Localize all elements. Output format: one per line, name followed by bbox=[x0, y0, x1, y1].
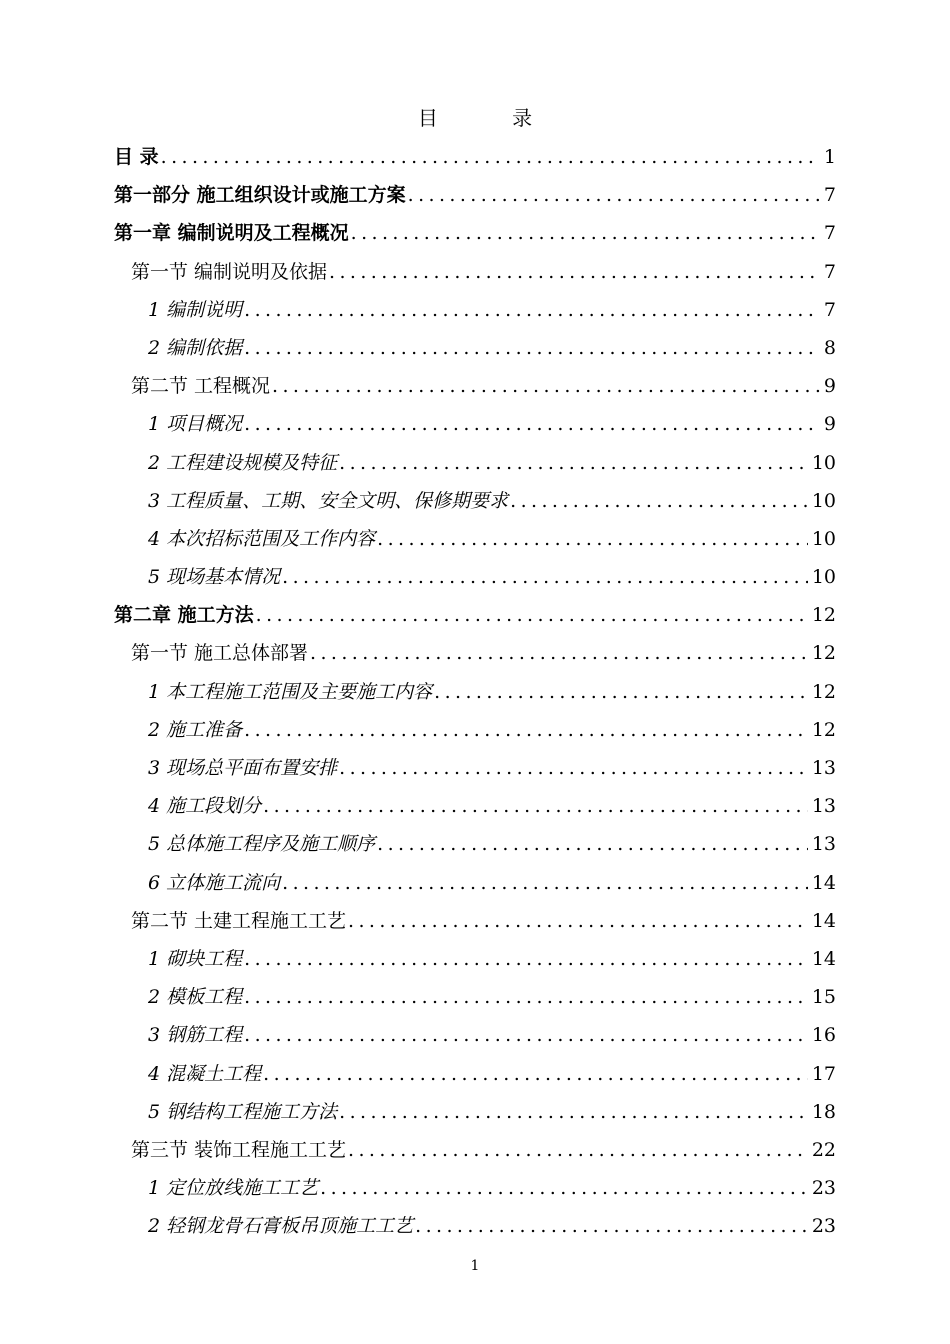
toc-entry-page-number: 9 bbox=[823, 413, 836, 436]
toc-entry[interactable] bbox=[114, 486, 836, 524]
toc-entry-title: 第一节 施工总体部署 bbox=[131, 642, 309, 665]
toc-dot-leader bbox=[159, 142, 820, 172]
toc-entry-title: 1 编制说明 bbox=[148, 298, 243, 321]
toc-entry-page-number: 10 bbox=[811, 451, 836, 474]
toc-entry-page-number: 13 bbox=[811, 757, 836, 779]
toc-list bbox=[114, 142, 836, 1249]
toc-entry-page-number: 12 bbox=[811, 718, 836, 741]
toc-entry-title: 2 施工准备 bbox=[148, 718, 243, 741]
toc-entry-title: 3 现场总平面布置安排 bbox=[148, 757, 338, 779]
toc-entry-page-number: 17 bbox=[811, 1062, 836, 1085]
toc-dot-leader bbox=[327, 257, 820, 287]
toc-entry[interactable] bbox=[114, 333, 836, 371]
toc-dot-leader bbox=[242, 944, 808, 974]
toc-entry[interactable] bbox=[114, 906, 836, 944]
toc-entry-title: 第三节 装饰工程施工工艺 bbox=[131, 1138, 347, 1161]
toc-entry-title: 2 工程建设规模及特征 bbox=[148, 451, 338, 474]
toc-entry-title: 第一章 编制说明及工程概况 bbox=[114, 222, 349, 245]
toc-entry[interactable] bbox=[114, 1097, 836, 1135]
toc-entry-title: 第二节 土建工程施工工艺 bbox=[131, 909, 347, 932]
toc-dot-leader bbox=[242, 409, 820, 439]
toc-dot-leader bbox=[254, 600, 808, 630]
toc-entry-page-number: 10 bbox=[811, 566, 836, 589]
toc-entry-title: 4 混凝土工程 bbox=[148, 1062, 262, 1085]
toc-entry[interactable] bbox=[114, 524, 836, 562]
toc-entry-title: 2 编制依据 bbox=[148, 336, 243, 359]
toc-entry[interactable] bbox=[114, 677, 836, 715]
toc-entry-page-number: 12 bbox=[811, 642, 836, 665]
toc-dot-leader bbox=[337, 753, 808, 783]
toc-entry-page-number: 13 bbox=[811, 795, 836, 818]
toc-entry-title: 第一部分 施工组织设计或施工方案 bbox=[114, 184, 406, 207]
toc-dot-leader bbox=[280, 868, 808, 898]
toc-entry[interactable] bbox=[114, 868, 836, 906]
toc-entry[interactable] bbox=[114, 715, 836, 753]
toc-entry-title: 1 定位放线施工工艺 bbox=[148, 1177, 319, 1200]
toc-entry-page-number: 7 bbox=[823, 184, 836, 207]
toc-entry-page-number: 14 bbox=[811, 947, 836, 970]
toc-entry-page-number: 1 bbox=[823, 146, 836, 168]
toc-entry-page-number: 22 bbox=[811, 1138, 836, 1161]
toc-entry-title: 2 轻钢龙骨石膏板吊顶施工工艺 bbox=[148, 1215, 414, 1238]
toc-dot-leader bbox=[242, 1020, 808, 1050]
toc-entry-page-number: 7 bbox=[823, 298, 836, 321]
toc-dot-leader bbox=[242, 715, 808, 745]
toc-entry[interactable] bbox=[114, 944, 836, 982]
toc-entry-title: 5 钢结构工程施工方法 bbox=[148, 1100, 338, 1123]
toc-entry-page-number: 14 bbox=[811, 871, 836, 894]
toc-entry-title: 第二章 施工方法 bbox=[114, 604, 254, 627]
toc-entry[interactable] bbox=[114, 448, 836, 486]
toc-entry-title: 5 现场基本情况 bbox=[148, 566, 281, 589]
toc-entry[interactable] bbox=[114, 829, 836, 867]
toc-entry-page-number: 23 bbox=[811, 1215, 836, 1238]
toc-entry-page-number: 10 bbox=[811, 489, 836, 512]
toc-entry-title: 第一节 编制说明及依据 bbox=[131, 260, 328, 283]
toc-entry[interactable] bbox=[114, 142, 836, 180]
toc-entry-title: 2 模板工程 bbox=[148, 986, 243, 1009]
toc-entry-page-number: 23 bbox=[811, 1177, 836, 1200]
toc-entry-title: 目 录 bbox=[114, 146, 159, 168]
toc-dot-leader bbox=[432, 677, 808, 707]
toc-dot-leader bbox=[406, 180, 820, 210]
toc-entry-page-number: 14 bbox=[811, 909, 836, 932]
toc-entry[interactable] bbox=[114, 371, 836, 409]
toc-dot-leader bbox=[413, 1211, 808, 1241]
toc-entry-page-number: 8 bbox=[823, 336, 836, 359]
toc-entry-title: 3 工程质量、工期、安全文明、保修期要求 bbox=[148, 489, 509, 512]
toc-entry-page-number: 9 bbox=[823, 375, 836, 398]
toc-entry-page-number: 10 bbox=[811, 527, 836, 550]
toc-entry-page-number: 7 bbox=[823, 260, 836, 283]
toc-dot-leader bbox=[318, 1173, 808, 1203]
toc-dot-leader bbox=[242, 333, 820, 363]
toc-entry[interactable] bbox=[114, 562, 836, 600]
toc-entry-title: 1 项目概况 bbox=[148, 413, 243, 436]
toc-entry-title: 第二节 工程概况 bbox=[131, 375, 271, 398]
toc-entry[interactable] bbox=[114, 1211, 836, 1249]
toc-dot-leader bbox=[337, 448, 808, 478]
toc-entry-page-number: 18 bbox=[811, 1100, 836, 1123]
toc-entry[interactable] bbox=[114, 180, 836, 218]
toc-entry[interactable] bbox=[114, 1020, 836, 1058]
toc-dot-leader bbox=[270, 371, 820, 401]
toc-entry[interactable] bbox=[114, 600, 836, 638]
toc-dot-leader bbox=[337, 1097, 808, 1127]
toc-entry[interactable] bbox=[114, 409, 836, 447]
toc-entry-page-number: 12 bbox=[811, 604, 836, 627]
toc-entry-page-number: 16 bbox=[811, 1024, 836, 1047]
toc-dot-leader bbox=[346, 1135, 808, 1165]
toc-dot-leader bbox=[242, 982, 808, 1012]
toc-dot-leader bbox=[346, 906, 808, 936]
toc-dot-leader bbox=[308, 638, 808, 668]
toc-dot-leader bbox=[508, 486, 808, 516]
footer-page-number: 1 bbox=[470, 1258, 480, 1274]
toc-entry-title: 6 立体施工流向 bbox=[148, 871, 281, 894]
toc-entry-title: 1 砌块工程 bbox=[148, 947, 243, 970]
toc-dot-leader bbox=[242, 295, 820, 325]
toc-entry-page-number: 15 bbox=[811, 986, 836, 1009]
toc-dot-leader bbox=[261, 791, 808, 821]
toc-dot-leader bbox=[261, 1059, 808, 1089]
toc-entry[interactable] bbox=[114, 1173, 836, 1211]
toc-entry[interactable] bbox=[114, 982, 836, 1020]
toc-entry[interactable] bbox=[114, 1135, 836, 1173]
toc-entry-title: 3 钢筋工程 bbox=[148, 1024, 243, 1047]
toc-entry-page-number: 13 bbox=[811, 833, 836, 856]
toc-entry[interactable] bbox=[114, 638, 836, 676]
toc-dot-leader bbox=[349, 218, 820, 248]
toc-entry-title: 1 本工程施工范围及主要施工内容 bbox=[148, 680, 433, 703]
toc-entry-title: 5 总体施工程序及施工顺序 bbox=[148, 833, 376, 856]
toc-entry-title: 4 施工段划分 bbox=[148, 795, 262, 818]
toc-entry[interactable] bbox=[114, 753, 836, 791]
toc-entry[interactable] bbox=[114, 1059, 836, 1097]
toc-entry[interactable] bbox=[114, 791, 836, 829]
toc-dot-leader bbox=[375, 524, 808, 554]
toc-entry-title: 4 本次招标范围及工作内容 bbox=[148, 527, 376, 550]
toc-entry-page-number: 12 bbox=[811, 680, 836, 703]
toc-entry[interactable] bbox=[114, 218, 836, 256]
toc-dot-leader bbox=[375, 829, 808, 859]
toc-entry[interactable] bbox=[114, 295, 836, 333]
toc-entry[interactable] bbox=[114, 257, 836, 295]
toc-entry-page-number: 7 bbox=[823, 222, 836, 245]
toc-heading: 目 录 bbox=[417, 106, 567, 130]
toc-dot-leader bbox=[280, 562, 808, 592]
